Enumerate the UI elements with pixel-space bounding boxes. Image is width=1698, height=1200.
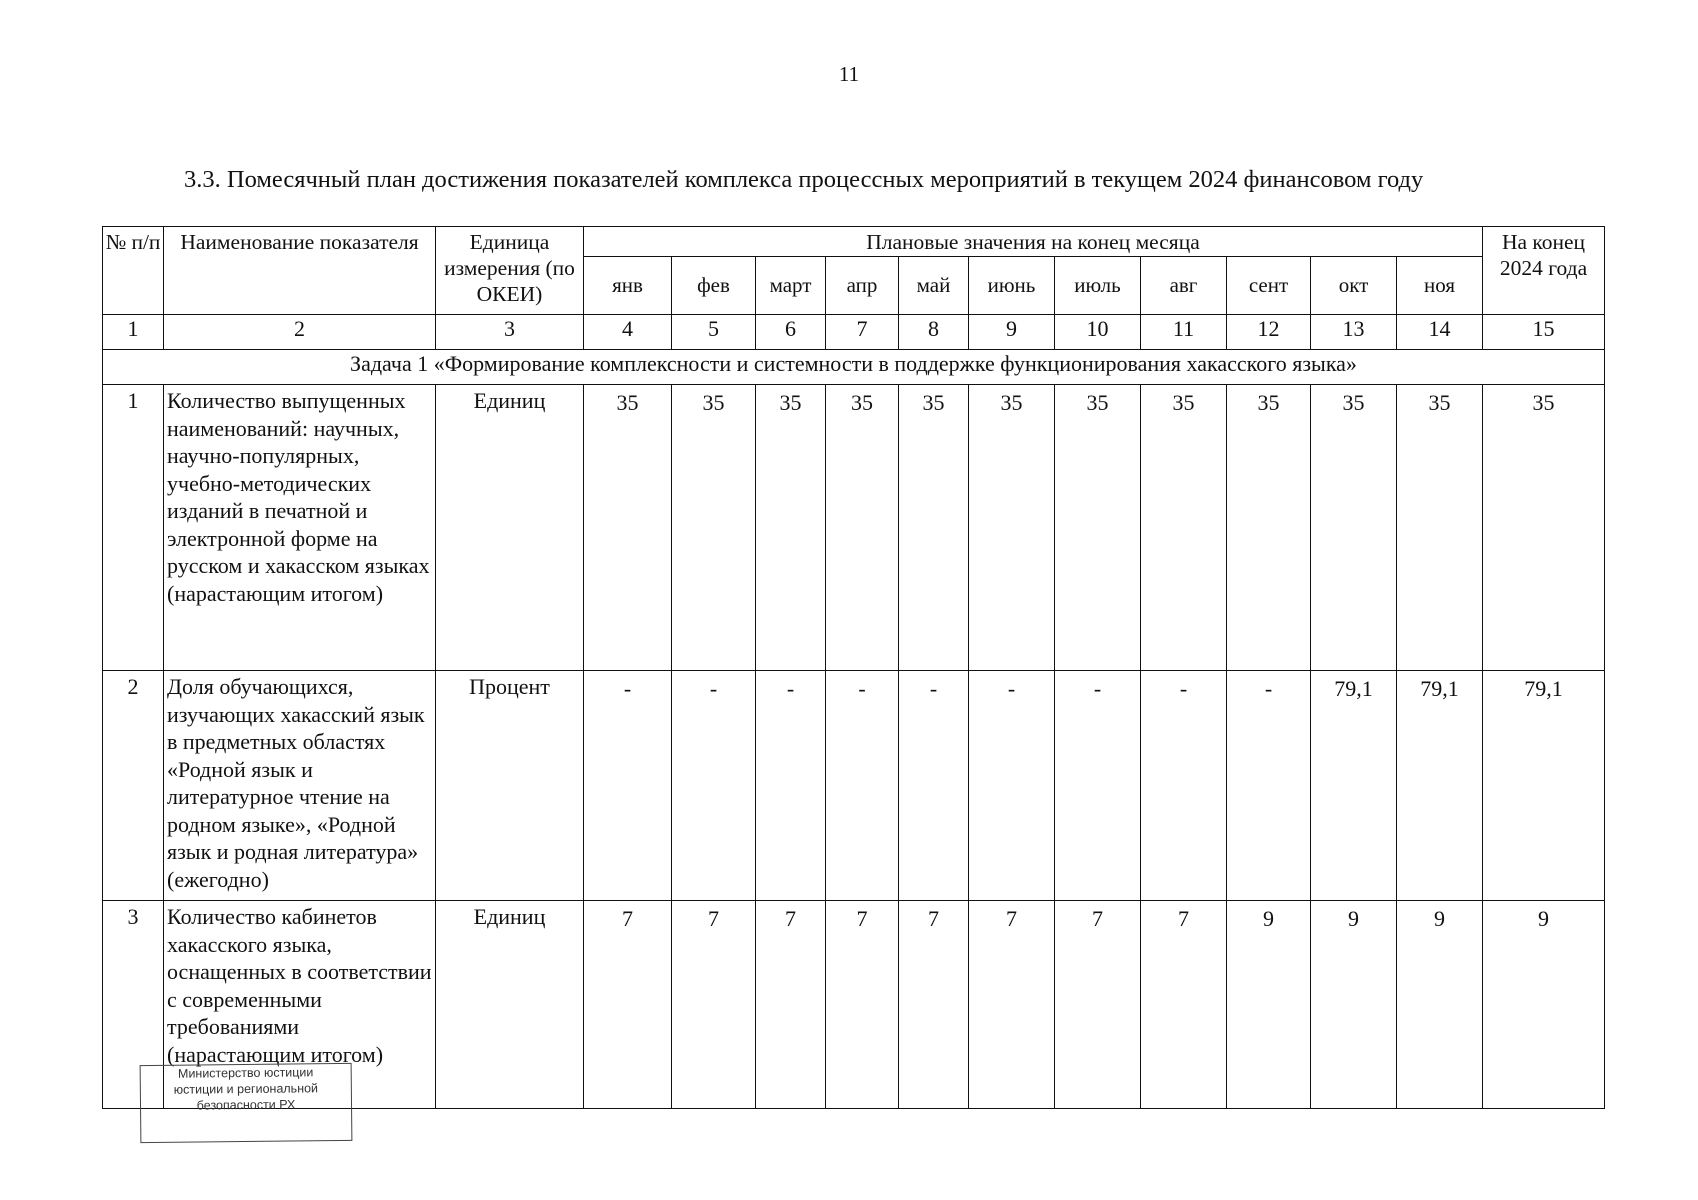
column-number: 9 (969, 315, 1055, 350)
row-number: 3 (103, 901, 164, 1109)
indicator-name: Доля обучающихся, изучающих хакасский язык в предметных областях «Родной язык и литературное чтение на родном языке», «Родной язык и родная литература» (ежегодно) (164, 671, 436, 901)
month-value: 7 (1055, 901, 1141, 1109)
month-value: - (899, 671, 969, 901)
official-stamp (140, 1063, 353, 1143)
month-value: 7 (826, 901, 899, 1109)
month-value: 9 (1227, 901, 1311, 1109)
column-number: 7 (826, 315, 899, 350)
row-number: 2 (103, 671, 164, 901)
month-value: 35 (826, 385, 899, 671)
month-value: 7 (969, 901, 1055, 1109)
header-month: ноя (1397, 257, 1483, 315)
header-month: март (756, 257, 826, 315)
header-unit: Единица измерения (по ОКЕИ) (436, 227, 584, 315)
month-value: - (672, 671, 756, 901)
month-value: 35 (969, 385, 1055, 671)
month-value: 7 (756, 901, 826, 1109)
stamp-line: юстиции и региональной (173, 1081, 319, 1097)
month-value: - (1141, 671, 1227, 901)
month-value: 9 (1311, 901, 1397, 1109)
month-value: - (1055, 671, 1141, 901)
column-number: 5 (672, 315, 756, 350)
month-value: - (756, 671, 826, 901)
month-value: - (1227, 671, 1311, 901)
month-value: 35 (1311, 385, 1397, 671)
column-number: 10 (1055, 315, 1141, 350)
document-title: 3.3. Помесячный план достижения показателей комплекса процессных мероприятий в текущем 2024 финансовом году (184, 166, 1424, 193)
indicator-name: Количество выпущенных наименований: научных, научно-популярных, учебно-методических изданий в печатной и электронной форме на русском и хакасском языках (нарастающим итогом) (164, 385, 436, 671)
monthly-plan-table (102, 226, 1605, 1109)
header-month: июнь (969, 257, 1055, 315)
month-value: 35 (672, 385, 756, 671)
month-value: 35 (899, 385, 969, 671)
year-end-value: 9 (1483, 901, 1605, 1109)
column-number: 8 (899, 315, 969, 350)
task-heading: Задача 1 «Формирование комплексности и системности в поддержке функционирования хакасского языка» (103, 350, 1605, 385)
column-number: 15 (1483, 315, 1605, 350)
header-planned-values: Плановые значения на конец месяца (584, 227, 1483, 257)
column-number: 2 (164, 315, 436, 350)
header-month: июль (1055, 257, 1141, 315)
indicator-unit: Единиц (436, 385, 584, 671)
header-month: май (899, 257, 969, 315)
column-number: 13 (1311, 315, 1397, 350)
header-month: янв (584, 257, 672, 315)
header-name: Наименование показателя (164, 227, 436, 315)
month-value: 35 (1227, 385, 1311, 671)
page-number: 11 (838, 62, 860, 86)
column-number: 4 (584, 315, 672, 350)
header-num: № п/п (103, 227, 164, 315)
month-value: 9 (1397, 901, 1483, 1109)
header-month: фев (672, 257, 756, 315)
month-value: - (969, 671, 1055, 901)
indicator-row (103, 385, 1605, 671)
task-row (103, 350, 1605, 385)
month-value: 35 (584, 385, 672, 671)
header-month: апр (826, 257, 899, 315)
year-end-value: 35 (1483, 385, 1605, 671)
column-number: 6 (756, 315, 826, 350)
header-row-1 (103, 227, 1605, 257)
month-value: 7 (672, 901, 756, 1109)
month-value: 79,1 (1311, 671, 1397, 901)
month-value: 35 (1055, 385, 1141, 671)
month-value: 35 (756, 385, 826, 671)
row-number: 1 (103, 385, 164, 671)
month-value: 35 (1397, 385, 1483, 671)
header-month: авг (1141, 257, 1227, 315)
month-value: 7 (1141, 901, 1227, 1109)
header-month: сент (1227, 257, 1311, 315)
column-number: 14 (1397, 315, 1483, 350)
column-number: 1 (103, 315, 164, 350)
header-month: окт (1311, 257, 1397, 315)
column-number: 3 (436, 315, 584, 350)
year-end-value: 79,1 (1483, 671, 1605, 901)
month-value: 7 (584, 901, 672, 1109)
indicator-name: Количество кабинетов хакасского языка, оснащенных в соответствии с современными требованиями (нарастающим итогом) (164, 901, 436, 1109)
month-value: 79,1 (1397, 671, 1483, 901)
column-number: 11 (1141, 315, 1227, 350)
indicator-unit: Процент (436, 671, 584, 901)
stamp-line: безопасности РХ (196, 1097, 296, 1113)
indicator-unit: Единиц (436, 901, 584, 1109)
header-year-end: На конец 2024 года (1483, 227, 1605, 315)
stamp-line: Министерство юстиции (177, 1065, 314, 1081)
month-value: - (826, 671, 899, 901)
column-number: 12 (1227, 315, 1311, 350)
column-numbers-row (103, 315, 1605, 350)
month-value: - (584, 671, 672, 901)
month-value: 7 (899, 901, 969, 1109)
indicator-row (103, 671, 1605, 901)
month-value: 35 (1141, 385, 1227, 671)
